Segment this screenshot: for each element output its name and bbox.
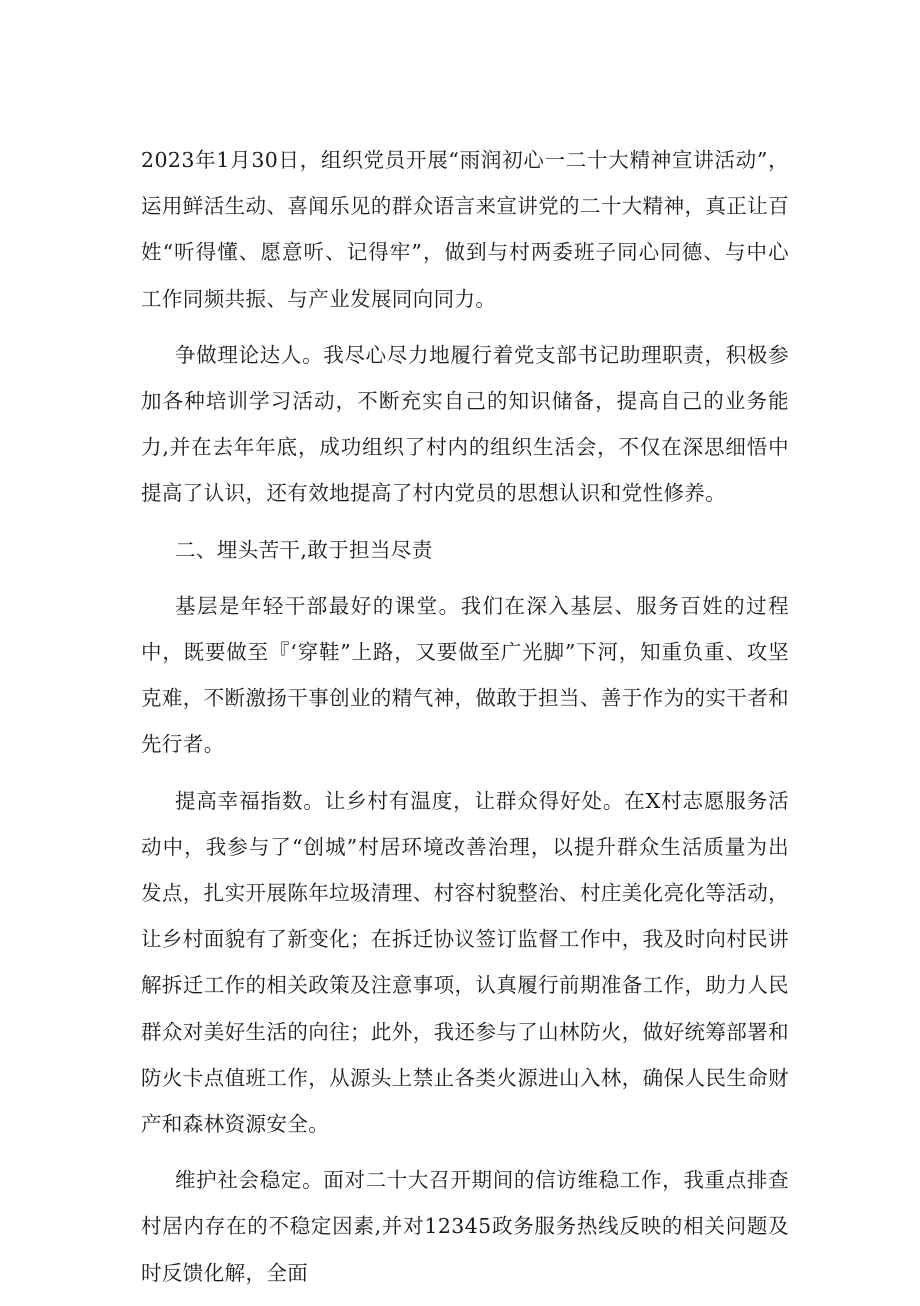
paragraph-grassroots-classroom: 基层是年轻干部最好的课堂。我们在深入基层、服务百姓的过程中，既要做至『‘穿鞋”上路，又要做至广光脚”下河，知重负重、攻坚克难，不断激扬干事创业的精气神，做敢于担当、善于作为的实干者和先行者。 xyxy=(141,593,789,757)
paragraph-social-stability: 维护社会稳定。面对二十大召开期间的信访维稳工作，我重点排查村居内存在的不稳定因素,并对12345政务服务热线反映的相关问题及时反馈化解，全面 xyxy=(141,1168,789,1285)
section-heading-hard-work: 二、埋头苦干,敢于担当尽责 xyxy=(175,537,433,562)
paragraph-party-lecture-activity: 2023年1月30日，组织党员开展“雨润初心一二十大精神宣讲活动”，运用鲜活生动、喜闻乐见的群众语言来宣讲党的二十大精神，真正让百姓“听得懂、愿意听、记得牢”，做到与村两委班子同心同德、与中心工作同频共振、与产业发展同向同力。 xyxy=(141,148,789,311)
document-body xyxy=(141,137,789,1306)
paragraph-happiness-index: 提高幸福指数。让乡村有温度，让群众得好处。在X村志愿服务活动中，我参与了“创城”村居环境改善治理，以提升群众生活质量为出发点，扎实开展陈年垃圾清理、村容村貌整治、村庄美化亮化等活动，让乡村面貌有了新变化；在拆迁协议签订监督工作中，我及时向村民讲解拆迁工作的相关政策及注意事项，认真履行前期准备工作，助力人民群众对美好生活的向往；此外，我还参与了山林防火，做好统筹部署和防火卡点值班工作，从源头上禁止各类火源进山入林，确保人民生命财产和森林资源安全。 xyxy=(141,788,789,1137)
paragraph-theory-expert: 争做理论达人。我尽心尽力地履行着党支部书记助理职责，积极参加各种培训学习活动，不断充实自己的知识储备，提高自己的业务能力,并在去年年底，成功组织了村内的组织生活会，不仅在深思细悟中提高了认识，还有效地提高了村内党员的思想认识和党性修养。 xyxy=(141,342,789,506)
